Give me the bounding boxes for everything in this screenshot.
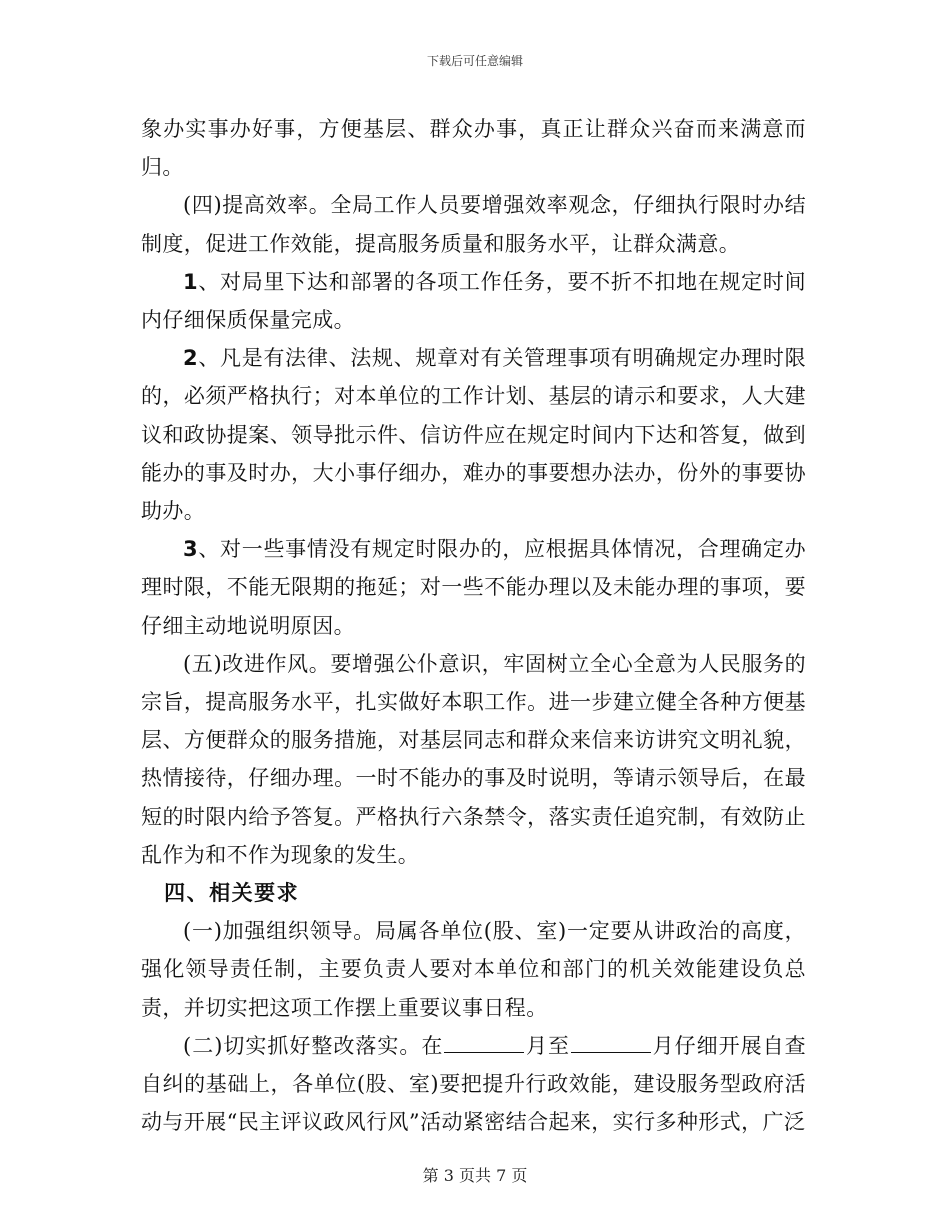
paragraph-text-part: (二)切实抓好整改落实。在 xyxy=(183,1033,444,1058)
numbered-paragraph xyxy=(141,263,806,339)
page-footer: 第 3 页共 7 页 xyxy=(422,1166,528,1185)
paragraph: 象办实事办好事，方便基层、群众办事，真正让群众兴奋而来满意而归。 xyxy=(141,117,806,180)
item-number: 1 xyxy=(183,269,199,294)
paragraph-text-part: 月至 xyxy=(525,1033,570,1058)
fill-in-blank xyxy=(571,1034,651,1053)
document-body xyxy=(141,110,806,1141)
item-text: 、凡是有法律、法规、规章对有关管理事项有明确规定办理时限的，必须严格执行；对本单位的工作计划、基层的请示和要求，人大建议和政协提案、领导批示件、信访件应在规定时间内下达和答复，做到能办的事及时办，大小事仔细办，难办的事要想办法办，份外的事要协助办。 xyxy=(141,346,806,524)
item-text: 、对一些事情没有规定时限办的，应根据具体情况，合理确定办理时限，不能无限期的拖延；对一些不能办理以及未能办理的事项，要仔细主动地说明原因。 xyxy=(141,537,806,638)
item-text: 、对局里下达和部署的各项工作任务，要不折不扣地在规定时间内仔细保质保量完成。 xyxy=(141,269,806,333)
item-number: 3 xyxy=(183,537,199,562)
paragraph: (四)提高效率。全局工作人员要增强效率观念，仔细执行限时办结制度，促进工作效能，提高服务质量和服务水平，让群众满意。 xyxy=(141,193,806,256)
page-header: 下载后可任意编辑 xyxy=(426,54,523,68)
fill-in-blank xyxy=(444,1034,524,1053)
numbered-paragraph xyxy=(141,339,806,530)
numbered-paragraph xyxy=(141,530,806,645)
paragraph: (五)改进作风。要增强公仆意识，牢固树立全心全意为人民服务的宗旨，提高服务水平，扎实做好本职工作。进一步建立健全各种方便基层、方便群众的服务措施，对基层同志和群众来信来访讲究文明礼貌，热情接待，仔细办理。一时不能办的事及时说明，等请示领导后，在最短的时限内给予答复。严格执行六条禁令，落实责任追究制，有效防止乱作为和不作为现象的发生。 xyxy=(141,651,806,867)
section-heading: 四、相关要求 xyxy=(164,881,300,906)
paragraph: (一)加强组织领导。局属各单位(股、室)一定要从讲政治的高度，强化领导责任制，主要负责人要对本单位和部门的机关效能建设负总责，并切实把这项工作摆上重要议事日程。 xyxy=(141,919,806,1020)
paragraph-with-blanks xyxy=(141,1027,806,1142)
paragraph-text-part: 月仔细开展自查自纠的基础上，各单位(股、室)要把提升行政效能，建设服务型政府活动与开展“民主评议政风行风”活动紧密结合起来，实行多种形式，广泛 xyxy=(141,1033,806,1135)
item-number: 2 xyxy=(183,346,199,371)
